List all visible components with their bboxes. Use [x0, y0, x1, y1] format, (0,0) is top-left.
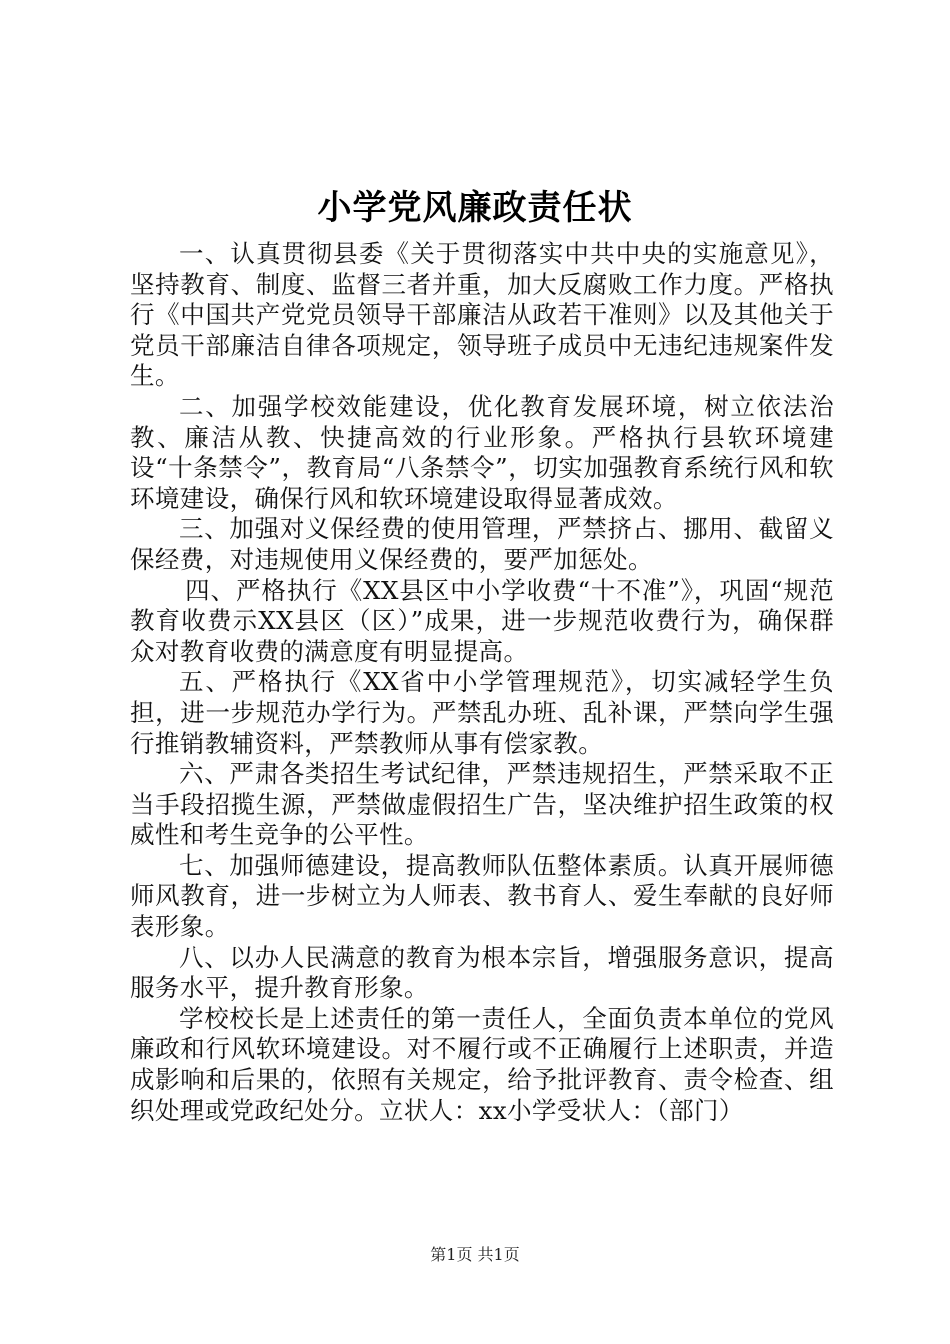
- paragraph-5: 五、严格执行《XX省中小学管理规范》，切实减轻学生负担，进一步规范办学行为。严禁乱办班、乱补课，严禁向学生强行推销教辅资料，严禁教师从事有偿家教。: [130, 667, 834, 758]
- paragraph-6: 六、严肃各类招生考试纪律，严禁违规招生，严禁采取不正当手段招揽生源，严禁做虚假招生广告，坚决维护招生政策的权威性和考生竞争的公平性。: [130, 759, 834, 850]
- page-number: 第1页 共1页: [430, 1245, 520, 1264]
- paragraph-4: 四、严格执行《XX县区中小学收费“十不准”》，巩固“规范教育收费示XX县区（区）”成果，进一步规范收费行为，确保群众对教育收费的满意度有明显提高。: [130, 575, 834, 666]
- paragraph-2: 二、加强学校效能建设，优化教育发展环境，树立依法治教、廉洁从教、快捷高效的行业形象。严格执行县软环境建设“十条禁令”，教育局“八条禁令”，切实加强教育系统行风和软环境建设，确保行风和软环境建设取得显著成效。: [130, 391, 834, 513]
- document-body: [130, 239, 834, 1126]
- paragraph-7: 七、加强师德建设，提高教师队伍整体素质。认真开展师德师风教育，进一步树立为人师表、教书育人、爱生奉献的良好师表形象。: [130, 850, 834, 942]
- paragraph-3: 三、加强对义保经费的使用管理，严禁挤占、挪用、截留义保经费，对违规使用义保经费的，要严加惩处。: [130, 514, 834, 574]
- document-title: 小学党风廉政责任状: [317, 188, 633, 228]
- paragraph-8: 八、以办人民满意的教育为根本宗旨，增强服务意识，提高服务水平，提升教育形象。: [130, 942, 834, 1003]
- closing-paragraph: 学校校长是上述责任的第一责任人，全面负责本单位的党风廉政和行风软环境建设。对不履行或不正确履行上述职责，并造成影响和后果的，依照有关规定，给予批评教育、责令检查、组织处理或党政纪处分。立状人：xx小学受状人：（部门）: [130, 1003, 834, 1125]
- paragraph-1: 一、认真贯彻县委《关于贯彻落实中共中央的实施意见》，坚持教育、制度、监督三者并重，加大反腐败工作力度。严格执行《中国共产党党员领导干部廉洁从政若干准则》以及其他关于党员干部廉洁自律各项规定，领导班子成员中无违纪违规案件发生。: [130, 239, 834, 391]
